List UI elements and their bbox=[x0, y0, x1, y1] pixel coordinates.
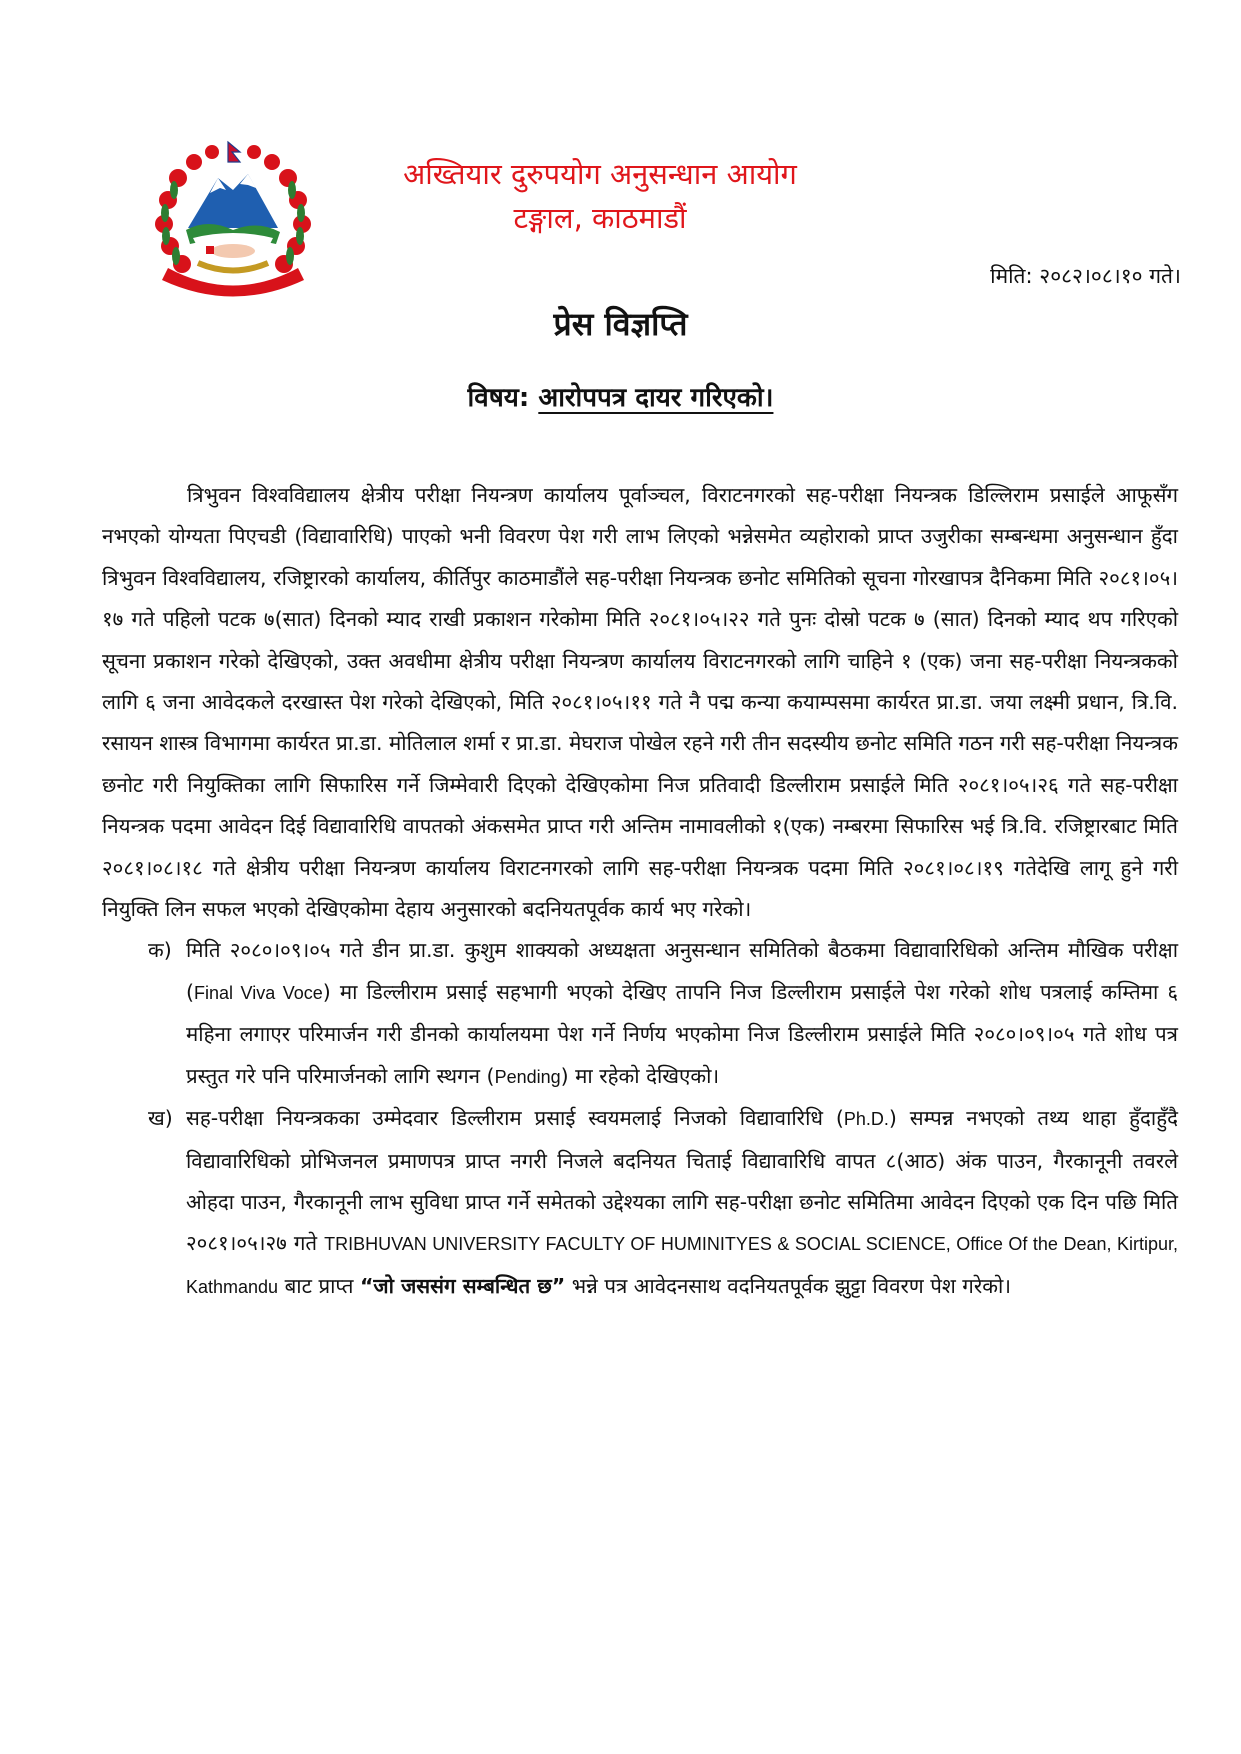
organization-name: अख्तियार दुरुपयोग अनुसन्धान आयोग bbox=[403, 157, 797, 191]
document-body bbox=[102, 475, 1178, 1308]
document-date: मिति: २०८२।०८।१० गते। bbox=[990, 264, 1181, 288]
nepal-emblem-icon bbox=[148, 138, 318, 298]
item-english-term: Ph.D. bbox=[843, 1109, 889, 1130]
list-marker: क) bbox=[148, 938, 172, 963]
list-marker: ख) bbox=[148, 1106, 173, 1131]
item-text: ) मा डिल्लीराम प्रसाई सहभागी भएको देखिए तापनि निज डिल्लीराम प्रसाईले पेश गरेको शोध पत्रलाई कम्तिमा ६ महिना लगाएर परिमार्जन गरी डीनको कार्यालयमा पेश गर्ने निर्णय भएकोमा निज डिल्लीराम प्रसाईले मिति २०८०।०९।०५ गते शोध पत्र प्रस्तुत गरे पनि परिमार्जनको लागि स्थगन ( bbox=[186, 979, 1178, 1088]
subject-label: विषय: bbox=[467, 383, 530, 413]
item-quote: “जो जससंग सम्बन्धित छ” bbox=[359, 1273, 566, 1298]
list-item bbox=[102, 930, 1178, 1098]
item-text: मिति २०८०।०९।०५ गते डीन प्रा.डा. कुशुम शाक्यको अध्यक्षता अनुसन्धान समितिको बैठकमा विद्यावारिधिको अन्तिम मौखिक परीक्षा ( bbox=[186, 938, 1178, 1004]
subject-line bbox=[0, 378, 1241, 414]
item-english-term: Final Viva Voce bbox=[194, 982, 323, 1003]
item-english-address: TRIBHUVAN UNIVERSITY FACULTY OF HUMINITYES & SOCIAL SCIENCE, Office Of the Dean, Kirtipur, Kathmandu bbox=[186, 1234, 1179, 1297]
item-text: ) सम्पन्न नभएको तथ्य थाहा हुँदाहुँदै विद्यावारिधिको प्रोभिजनल प्रमाणपत्र प्राप्त नगरी निजले बदनियत चिताई विद्यावारिधि वापत ८(आठ) अंक पाउन, गैरकानूनी तवरले ओहदा पाउन, गैरकानूनी लाभ सुविधा प्राप्त गर्ने समेतको उद्देश्यका लागि सह-परीक्षा छनोट समितिमा आवेदन दिएको एक दिन पछि मिति २०८१।०५।२७ गते bbox=[186, 1106, 1178, 1256]
item-text: भन्ने पत्र आवेदनसाथ वदनियतपूर्वक झुट्टा विवरण पेश गरेको। bbox=[565, 1273, 1012, 1298]
organization-location: टङ्गाल, काठमाडौं bbox=[513, 201, 687, 235]
main-paragraph: त्रिभुवन विश्वविद्यालय क्षेत्रीय परीक्षा नियन्त्रण कार्यालय पूर्वाञ्चल, विराटनगरको सह-परीक्षा नियन्त्रक डिल्लिराम प्रसाईले आफूसँग नभएको योग्यता पिएचडी (विद्यावारिधि) पाएको भनी विवरण पेश गरी लाभ लिएको भन्नेसमेत व्यहोराको प्राप्त उजुरीका सम्बन्धमा अनुसन्धान हुँदा त्रिभुवन विश्वविद्यालय, रजिष्ट्रारको कार्यालय, कीर्तिपुर काठमाडौंले सह-परीक्षा नियन्त्रक छनोट समितिको सूचना गोरखापत्र दैनिकमा मिति २०८१।०५।१७ गते पहिलो पटक ७(सात) दिनको म्याद राखी प्रकाशन गरेकोमा मिति २०८१।०५।२२ गते पुनः दोस्रो पटक ७ (सात) दिनको म्याद थप गरिएको सूचना प्रकाशन गरेको देखिएको, उक्त अवधीमा क्षेत्रीय परीक्षा नियन्त्रण कार्यालय विराटनगरको लागि चाहिने १ (एक) जना सह-परीक्षा नियन्त्रकको लागि ६ जना आवेदकले दरखास्त पेश गरेको देखिएको, मिति २०८१।०५।११ गते नै पद्म कन्या कयाम्पसमा कार्यरत प्रा.डा. जया लक्ष्मी प्रधान, त्रि.वि. रसायन शास्त्र विभागमा कार्यरत प्रा.डा. मोतिलाल शर्मा र प्रा.डा. मेघराज पोखेल रहने गरी तीन सदस्यीय छनोट समिति गठन गरी सह-परीक्षा नियन्त्रक छनोट गरी नियुक्तिका लागि सिफारिस गर्ने जिम्मेवारी दिएको देखिएकोमा निज प्रतिवादी डिल्लीराम प्रसाईले मिति २०८१।०५।२६ गते सह-परीक्षा नियन्त्रक पदमा आवेदन दिई विद्यावारिधि वापतको अंकसमेत प्राप्त गरी अन्तिम नामावलीको १(एक) नम्बरमा सिफारिस भई त्रि.वि. रजिष्ट्रारबाट मिति २०८१।०८।१८ गते क्षेत्रीय परीक्षा नियन्त्रण कार्यालय विराटनगरको लागि सह-परीक्षा नियन्त्रक पदमा मिति २०८१।०८।१९ गतेदेखि लागू हुने गरी नियुक्ति लिन सफल भएको देखिएकोमा देहाय अनुसारको बदनियतपूर्वक कार्य भए गरेको। bbox=[102, 483, 1178, 922]
page-title: प्रेस विज्ञप्ति bbox=[553, 305, 688, 343]
item-text: बाट प्राप्त bbox=[278, 1273, 360, 1298]
subject-text: आरोपपत्र दायर गरिएको। bbox=[538, 383, 774, 413]
organization-header bbox=[400, 152, 800, 240]
item-text: सह-परीक्षा नियन्त्रकका उम्मेदवार डिल्लीराम प्रसाई स्वयमलाई निजको विद्यावारिधि ( bbox=[186, 1106, 844, 1131]
item-text: ) मा रहेको देखिएको। bbox=[560, 1063, 720, 1088]
list-item bbox=[102, 1098, 1178, 1308]
item-english-term: Pending bbox=[494, 1066, 561, 1087]
